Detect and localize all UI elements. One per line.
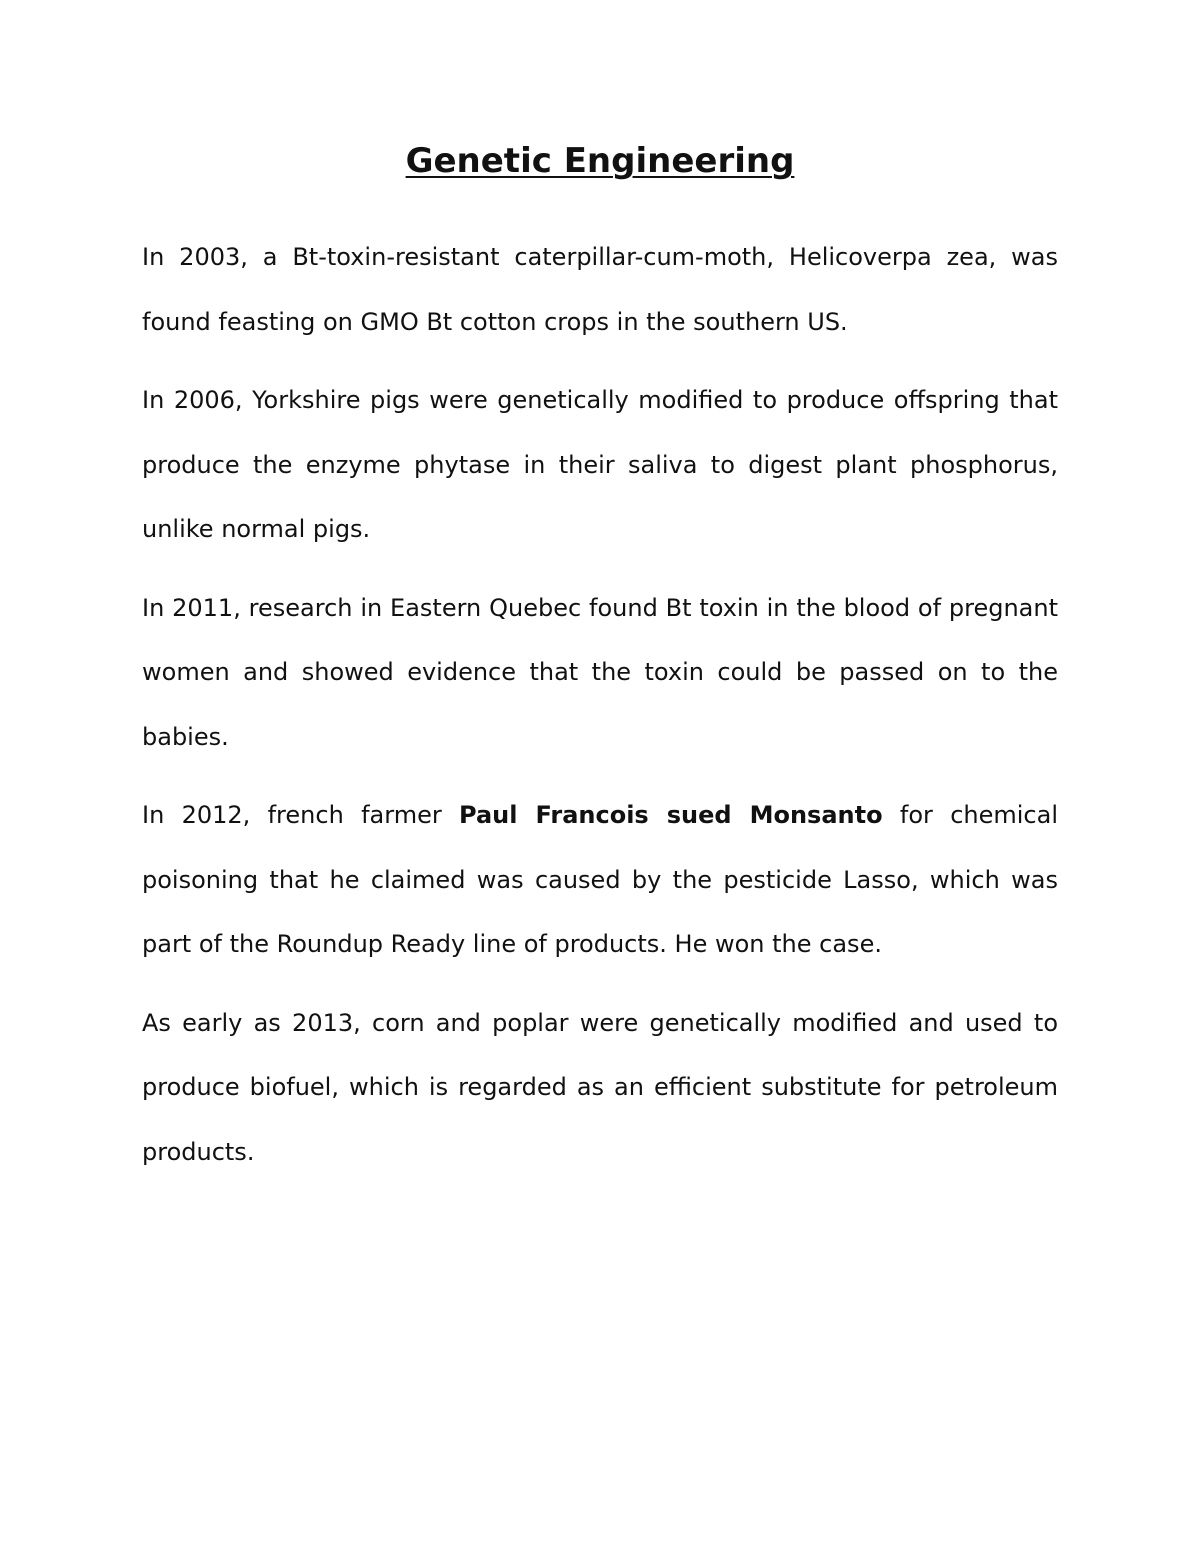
- paragraph-2003: In 2003, a Bt-toxin-resistant caterpillar-cum-moth, Helicoverpa zea, was found feasting on GMO Bt cotton crops in the southern US.: [142, 243, 1058, 336]
- paragraph-2012: [142, 783, 1058, 977]
- document-body: [142, 225, 1058, 1198]
- paragraph-2013: As early as 2013, corn and poplar were genetically modified and used to produce biofuel, which is regarded as an efficient substitute for petroleum products.: [142, 1008, 1058, 1166]
- paragraph-2012-intro: In 2012, french farmer: [142, 801, 460, 829]
- document-title: Genetic Engineering: [405, 141, 795, 181]
- paragraph-2006: In 2006, Yorkshire pigs were genetically modified to produce offspring that produce the enzyme phytase in their saliva to digest plant phosphorus, unlike normal pigs.: [142, 386, 1058, 543]
- paragraph-2012-rest: for chemical poisoning that he claimed was caused by the pesticide Lasso, which was part of the Roundup Ready line of products. He won the case.: [142, 801, 1058, 958]
- paragraph-2012-bold-phrase: Paul Francois sued Monsanto: [459, 801, 883, 829]
- paragraph-2011: In 2011, research in Eastern Quebec found Bt toxin in the blood of pregnant women and showed evidence that the toxin could be passed on to the babies.: [142, 593, 1058, 751]
